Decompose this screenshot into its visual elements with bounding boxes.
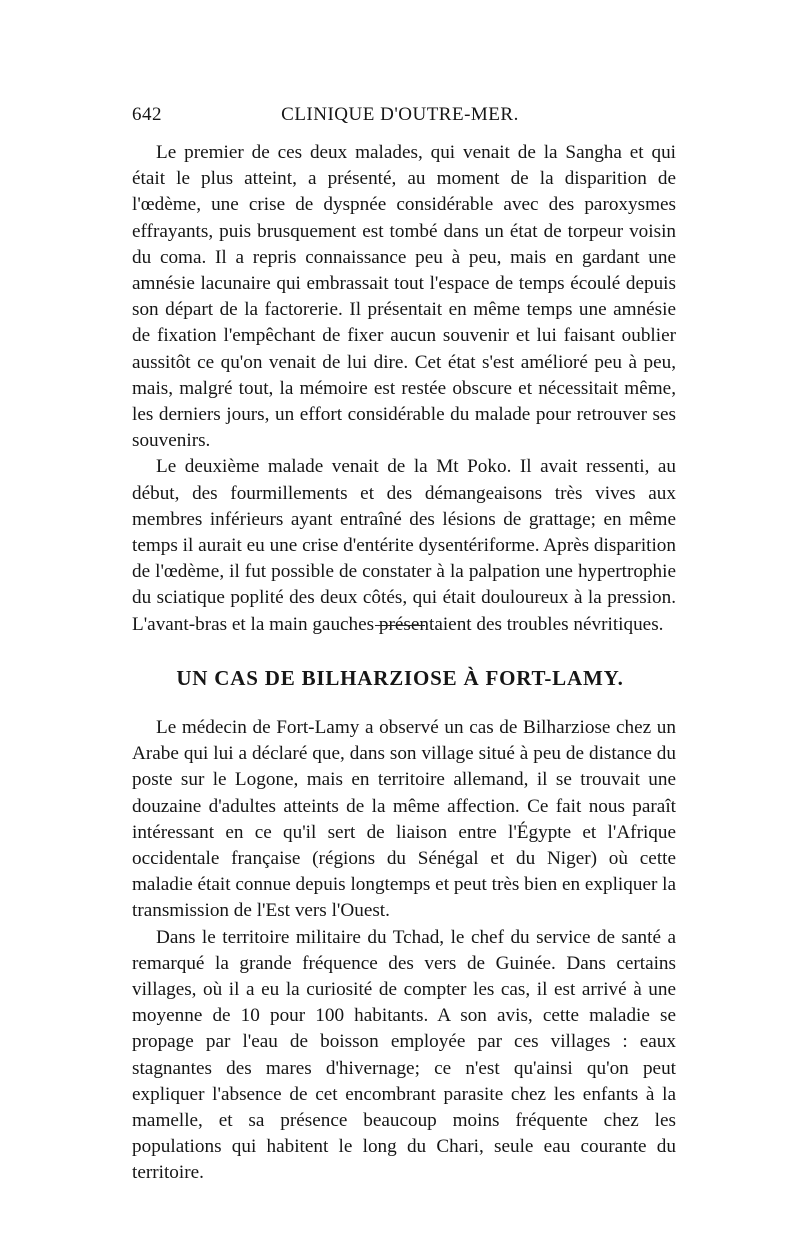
paragraph-bilharziose-case: Le médecin de Fort-Lamy a observé un cas de Bilharziose chez un Arabe qui lui a déclaré que, dans son village situé à peu de distance du poste sur le Logone, mais en territoire allemand, il se trouvait une douzaine d'adultes atteints de la même affection. Ce fait nous paraît intéressant en ce qu'il sert de liaison entre l'Égypte et l'Afrique occidentale française (régions du Sénégal et du Niger) où cette maladie était connue depuis longtemps et peut très bien en expliquer la transmission de l'Est vers l'Ouest. [132, 717, 677, 922]
paragraph-first-patient: Le premier de ces deux malades, qui venait de la Sangha et qui était le plus atteint, a présenté, au moment de la disparition de l'œdème, une crise de dyspnée considérable avec des paroxysmes effrayants, puis brusquement est tombé dans un état de torpeur voisin du coma. Il a repris connaissance peu à peu, mais en gardant une amnésie lacunaire qui embrassait tout l'espace de temps écoulé depuis son départ de la factorerie. Il présentait en même temps une amnésie de fixation l'empêchant de fixer aucun souvenir et lui faisant oublier aussitôt ce qu'on venait de lui dire. Cet état s'est amélioré peu à peu, mais, malgré tout, la mémoire est restée obscure et nécessitait même, les derniers jours, un effort considérable du malade pour retrouver ses souvenirs. [132, 142, 676, 452]
paragraph-second-patient: Le deuxième malade venait de la Mt Poko. Il avait ressenti, au début, des fourmillements et des démangeaisons très vives aux membres inférieurs ayant entraîné des lésions de grattage; en même temps il aurait eu une crise d'entérite dysentériforme. Après disparition de l'œdème, il fut possible de constater à la palpation une hypertrophie du sciatique poplité des deux côtés, qui était douloureux à la pression. L'avant-bras et la main gauches présentaient des troubles névritiques. [132, 456, 676, 635]
section-divider [375, 625, 425, 626]
running-head: CLINIQUE D'OUTRE-MER. [281, 104, 519, 125]
paragraph-guinea-worm: Dans le territoire militaire du Tchad, le chef du service de santé a remarqué la grande fréquence des vers de Guinée. Dans certains villages, où il a eu la curiosité de compter les cas, il est arrivé à une moyenne de 10 pour 100 habitants. A son avis, cette maladie se propage par l'eau de boisson employée par ces villages : eaux stagnantes des mares d'hivernage; ce n'est qu'ainsi qu'on peut expliquer l'absence de cet encombrant parasite chez les enfants à la mamelle, et sa présence beaucoup moins fréquente chez les populations qui habitent le long du Chari, seule eau courante du territoire. [132, 926, 676, 1184]
article-bilharziose [132, 715, 676, 1187]
page-header [0, 104, 800, 134]
article-continuation [132, 140, 676, 638]
section-title: UN CAS DE BILHARZIOSE À FORT-LAMY. [176, 666, 624, 690]
page-number: 642 [132, 104, 162, 125]
